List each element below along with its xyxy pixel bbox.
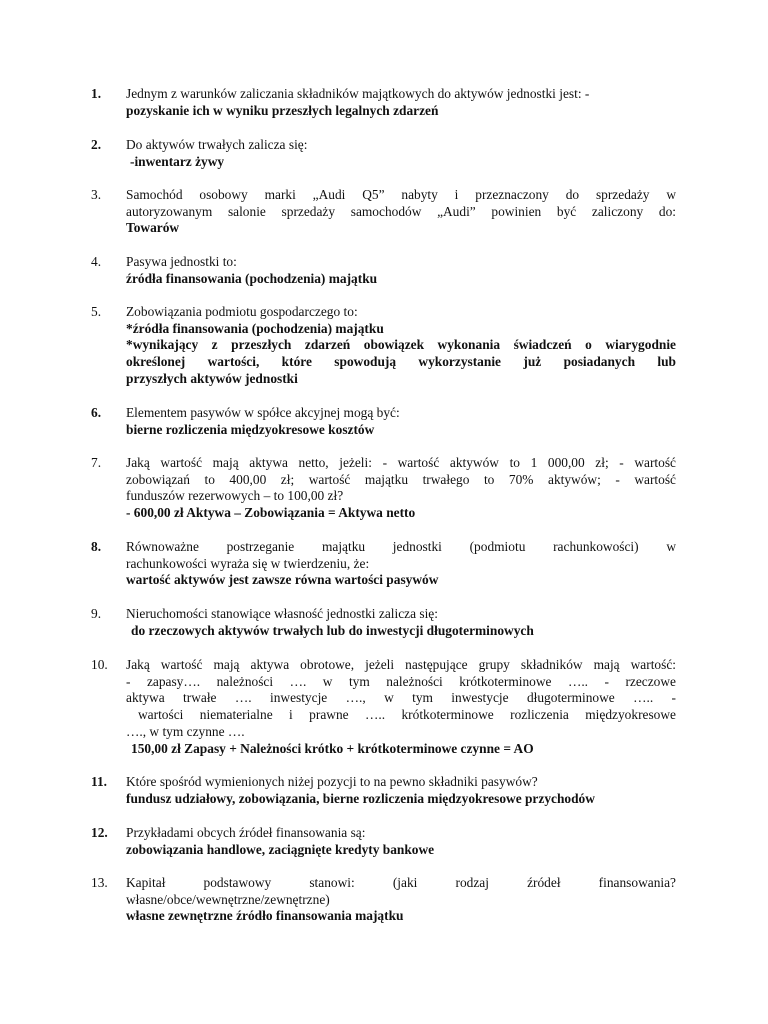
answer-text: do rzeczowych aktywów trwałych lub do inwestycji długoterminowych [131,622,534,638]
answer-text: Towarów [126,220,180,236]
answer-text: *wynikający z przeszłych zdarzeń obowiązek wykonania świadczeń o wiarygodnie [126,337,676,353]
question-text: Do aktywów trwałych zalicza się: [126,137,308,152]
answer-text: własne zewnętrzne źródło finansowania majątku [126,908,404,924]
answer-text: przyszłych aktywów jednostki [126,370,298,386]
question-number: 13. [91,875,108,890]
question-text: Które spośród wymienionych niżej pozycji to na pewno składniki pasywów? [126,774,538,789]
question-number: 8. [91,539,102,554]
question-number: 12. [91,825,108,840]
question-number: 1. [91,86,102,101]
answer-text: zobowiązania handlowe, zaciągnięte kredyty bankowe [126,841,435,857]
question-text: - zapasy…. należności …. w tym należności krótkoterminowe ….. - rzeczowe [126,673,676,689]
question-text: zobowiązań to 400,00 zł; wartość majątku trwałego to 70% aktywów; - wartość [126,471,676,487]
answer-text: -inwentarz żywy [130,153,225,169]
question-number: 5. [91,304,102,319]
answer-text: pozyskanie ich w wyniku przeszłych legalnych zdarzeń [126,102,439,118]
answer-text: określonej wartości, które spowodują wykorzystanie już posiadanych lub [126,354,676,370]
question-text: Jaką wartość mają aktywa obrotowe, jeżeli następujące grupy składników mają wartość: [126,657,676,672]
question-text: Zobowiązania podmiotu gospodarczego to: [126,304,358,319]
question-text: Jaką wartość mają aktywa netto, jeżeli: - wartość aktywów to 1 000,00 zł; - wartość [126,455,676,470]
answer-text: 150,00 zł Zapasy + Należności krótko + krótkoterminowe czynne = AO [131,740,534,756]
question-text: Elementem pasywów w spółce akcyjnej mogą być: [126,405,400,420]
answer-text: wartość aktywów jest zawsze równa wartości pasywów [126,572,439,588]
question-text: aktywa trwałe …. inwestycje …., w tym inwestycje długoterminowe ….. - [126,690,676,706]
question-text: rachunkowości wyraża się w twierdzeniu, że: [126,555,370,571]
question-number: 6. [91,405,102,420]
question-text: wartości niematerialne i prawne ….. krótkoterminowe rozliczenia międzyokresowe [138,707,676,723]
question-number: 2. [91,137,102,152]
question-text: Samochód osobowy marki „Audi Q5” nabyty i przeznaczony do sprzedaży w [126,187,676,202]
question-text: Jednym z warunków zaliczania składników majątkowych do aktywów jednostki jest: - [126,86,590,101]
question-text: własne/obce/wewnętrzne/zewnętrzne) [126,891,330,907]
answer-text: bierne rozliczenia międzyokresowe kosztów [126,421,375,437]
question-number: 4. [91,254,102,269]
answer-text: źródła finansowania (pochodzenia) majątku [126,270,378,286]
question-number: 9. [91,606,102,621]
question-text: Kapitał podstawowy stanowi: (jaki rodzaj źródeł finansowania? [126,875,676,890]
question-number: 11. [91,774,107,789]
question-number: 3. [91,187,102,202]
question-text: funduszów rezerwowych – to 100,00 zł? [126,488,344,504]
question-text: Pasywa jednostki to: [126,254,237,269]
question-text: Równoważne postrzeganie majątku jednostki (podmiotu rachunkowości) w [126,539,676,554]
question-text: …., w tym czynne …. [126,723,245,739]
answer-text: *źródła finansowania (pochodzenia) majątku [126,320,384,336]
question-number: 10. [91,657,108,672]
question-text: Przykładami obcych źródeł finansowania są: [126,825,366,840]
question-text: autoryzowanym salonie sprzedaży samochodów „Audi” powinien być zaliczony do: [126,203,676,219]
question-text: Nieruchomości stanowiące własność jednostki zalicza się: [126,606,438,621]
question-number: 7. [91,455,102,470]
answer-text: - 600,00 zł Aktywa – Zobowiązania = Aktywa netto [126,505,416,521]
answer-text: fundusz udziałowy, zobowiązania, bierne rozliczenia międzyokresowe przychodów [126,790,595,806]
